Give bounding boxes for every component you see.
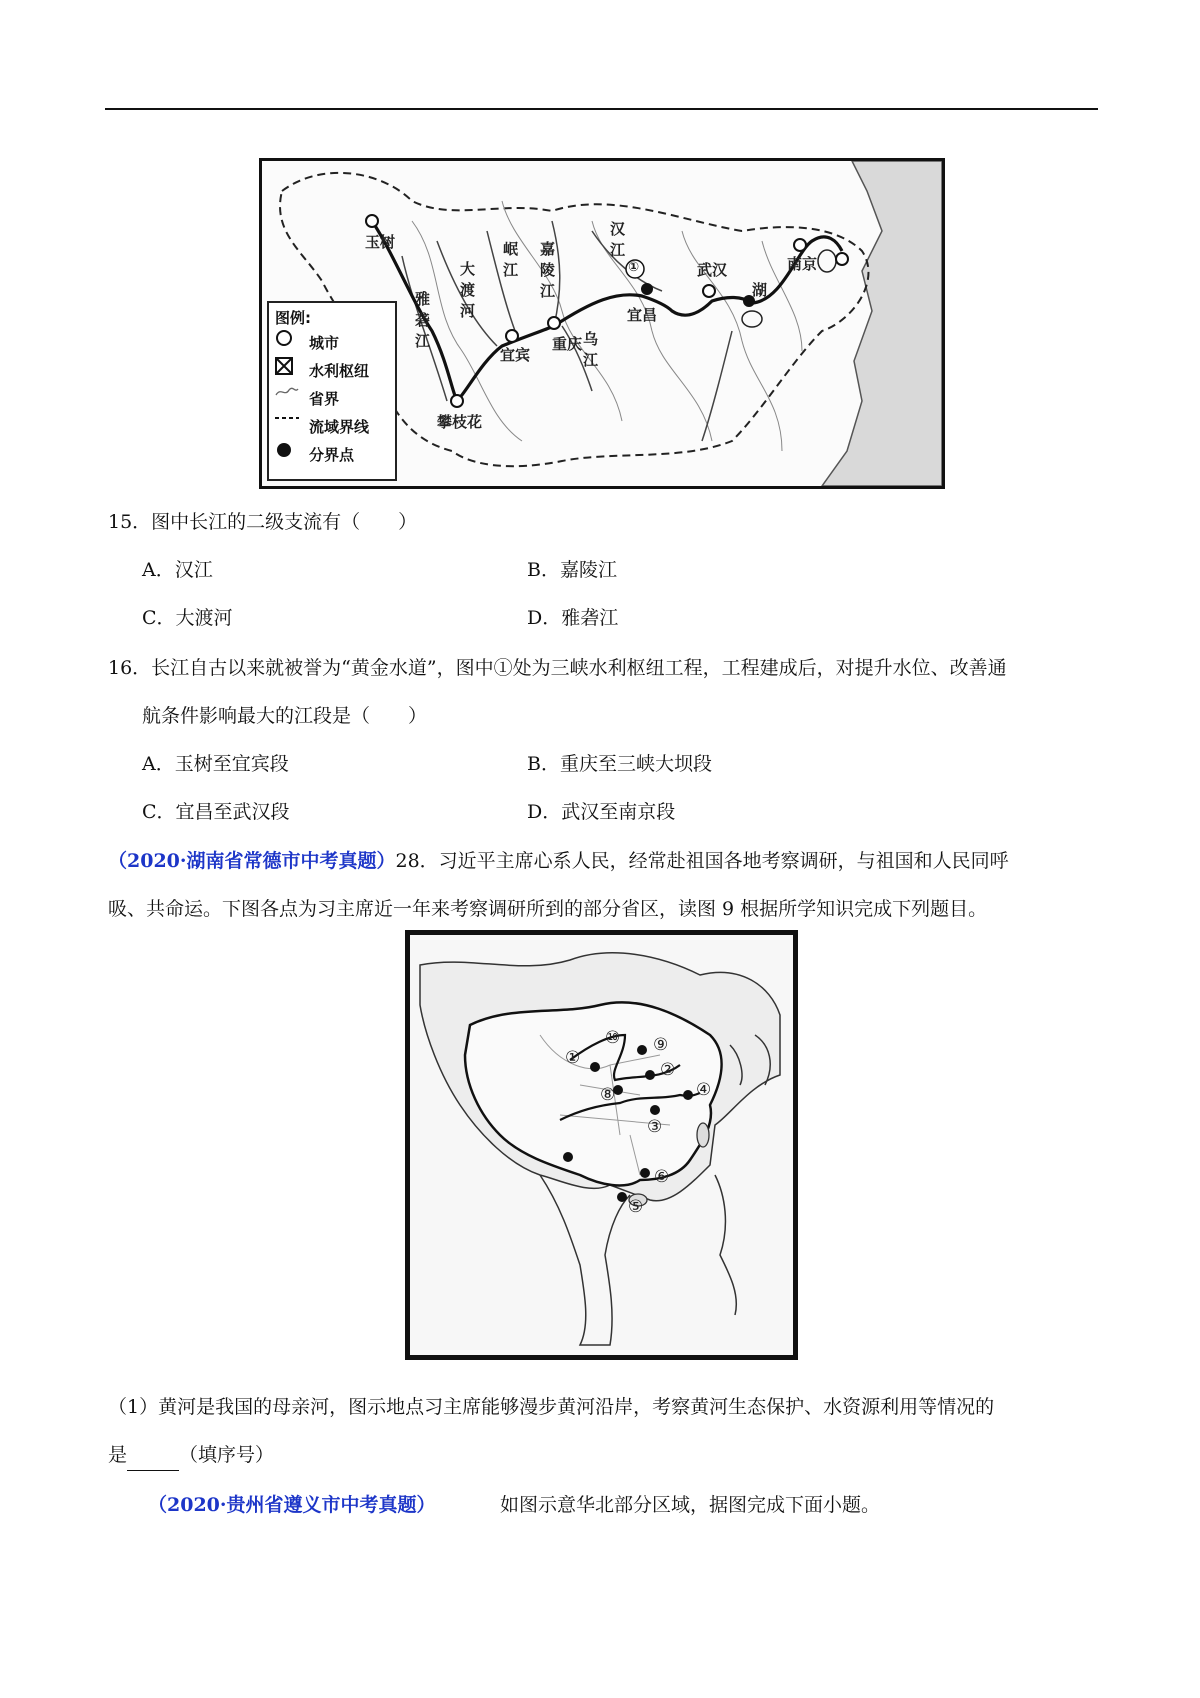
- legend-item-city: [275, 329, 339, 355]
- map2-marker-1: ①: [565, 1048, 581, 1068]
- header-rule: [105, 108, 1098, 110]
- answer-blank[interactable]: [127, 1440, 179, 1471]
- label-yichang: 宜昌: [627, 306, 658, 324]
- q15-option-a: A．汉江: [142, 559, 213, 581]
- zunyi-source-label: （2020·贵州省遵义市中考真题）: [148, 1494, 436, 1516]
- yangtze-basin-map: [259, 158, 945, 489]
- q16-option-a: A．玉树至宜宾段: [142, 753, 289, 775]
- q28-sub1-line1: （1）黄河是我国的母亲河，图示地点习主席能够漫步黄河沿岸，考察黄河生态保护、水资源利用等情况的: [108, 1396, 995, 1418]
- map2-marker-5: ⑤: [628, 1197, 644, 1217]
- q28-source: （2020·湖南省常德市中考真题）: [108, 850, 396, 872]
- q16-option-d: D．武汉至南京段: [527, 801, 676, 823]
- label-wu: 乌江: [581, 331, 599, 373]
- label-jialing: 嘉陵江: [538, 241, 556, 304]
- q15-option-d: D．雅砻江: [527, 607, 619, 629]
- legend-label-basin: 流域界线: [309, 417, 370, 436]
- legend-label-province: 省界: [309, 389, 340, 408]
- zunyi-text: 如图示意华北部分区域，据图完成下面小题。: [500, 1494, 881, 1516]
- map2-marker-9: ⑨: [653, 1035, 669, 1055]
- hydro-junction-icon: [275, 360, 299, 380]
- q28-line1: [108, 846, 1009, 876]
- label-nanjing: 南京: [787, 255, 818, 273]
- q16-option-b: B．重庆至三峡大坝段: [527, 753, 712, 775]
- label-hu: 湖: [752, 281, 768, 299]
- legend-item-province: [275, 385, 339, 411]
- q16-option-c: C．宜昌至武汉段: [142, 801, 290, 823]
- map-legend: [267, 301, 397, 481]
- q16-stem-line2: 航条件影响最大的江段是（ ）: [142, 705, 428, 727]
- label-han: 汉江: [608, 221, 626, 263]
- label-yushu: 玉树: [365, 233, 396, 251]
- q28-sub1-prefix: 是: [108, 1444, 128, 1466]
- map2-marker-8: ⑧: [600, 1085, 616, 1105]
- map2-marker-2: ②: [660, 1060, 676, 1080]
- label-chongqing: 重庆: [552, 335, 583, 353]
- legend-label-hydro: 水利枢纽: [309, 361, 370, 380]
- legend-item-basin: [275, 413, 369, 439]
- label-panzhihua: 攀枝花: [437, 413, 483, 431]
- province-border-icon: [275, 388, 299, 408]
- q16-stem-line1: 16．长江自古以来就被誉为“黄金水道”，图中①处为三峡水利枢纽工程，工程建成后，对提升水位、改善通: [108, 657, 1007, 679]
- basin-boundary-icon: [275, 416, 299, 436]
- label-dadu: 大渡河: [458, 261, 476, 324]
- legend-item-division: [275, 441, 354, 467]
- map2-marker-10: ⑩: [605, 1028, 621, 1048]
- legend-label-division: 分界点: [309, 445, 355, 464]
- q28-line2: 吸、共命运。下图各点为习主席近一年来考察调研所到的部分省区，读图 9 根据所学知识完成下列题目。: [108, 898, 988, 920]
- q28-sub1-line2: [108, 1440, 274, 1471]
- label-yalong: 雅砻江: [413, 291, 431, 354]
- label-wuhan: 武汉: [697, 261, 728, 279]
- legend-label-city: 城市: [309, 333, 340, 352]
- china-map-drawing: [410, 935, 793, 1355]
- q28-line1-text: 28．习近平主席心系人民，经常赴祖国各地考察调研，与祖国和人民同呼: [395, 850, 1009, 872]
- q28-sub1-suffix: （填序号）: [179, 1444, 275, 1466]
- legend-item-hydro: [275, 357, 369, 383]
- q15-option-c: C．大渡河: [142, 607, 233, 629]
- city-circle-icon: [275, 332, 299, 352]
- map2-marker-3: ③: [647, 1117, 663, 1137]
- zunyi-source: [148, 1490, 436, 1520]
- division-point-icon: [275, 444, 299, 464]
- label-yibin: 宜宾: [500, 346, 531, 364]
- map2-marker-6: ⑥: [654, 1167, 670, 1187]
- label-min: 岷江: [501, 241, 519, 283]
- map2-marker-4: ④: [696, 1080, 712, 1100]
- q15-option-b: B．嘉陵江: [527, 559, 617, 581]
- marker-1-label: ①: [628, 260, 640, 275]
- china-inspection-map: [405, 930, 798, 1360]
- q15-stem: 15．图中长江的二级支流有（ ）: [108, 511, 418, 533]
- legend-title: 图例:: [275, 309, 311, 327]
